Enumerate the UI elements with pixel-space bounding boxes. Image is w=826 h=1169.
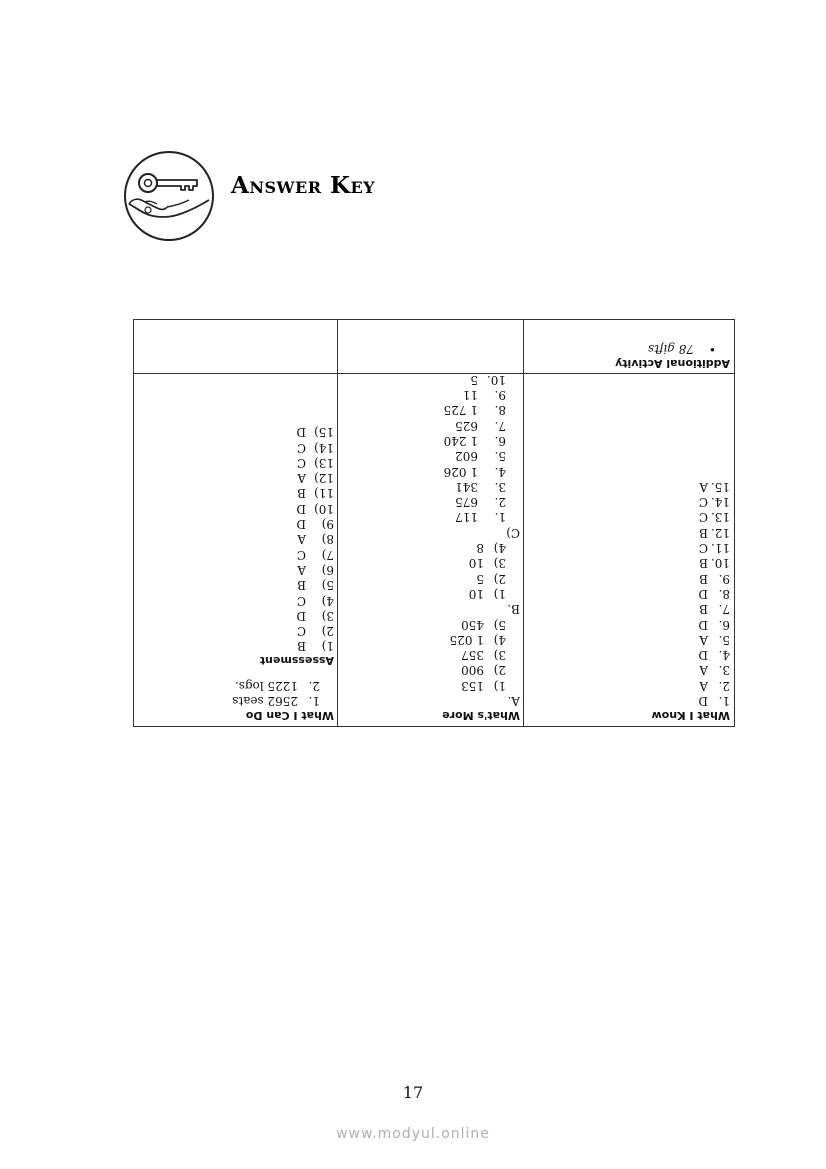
list-item: 4.1 026 [443,464,506,479]
list-item: 1.2562 seats [232,694,320,708]
list-item: 13)C [296,455,334,470]
list-item: 12.B [699,525,730,540]
list-item: 1)153 [461,678,506,693]
list-item: 5.602 [455,449,506,464]
website-watermark: www.modyul.online [336,1126,490,1142]
list-item: 2)C [296,624,334,639]
list-item: 9)D [296,517,334,532]
list-item: 4)8 [476,541,506,556]
list-item: 1.117 [455,510,506,525]
column-divider [523,320,524,726]
list-item: 6)A [297,562,334,577]
list-item: 1.D [698,694,730,708]
list-item: 15.A [699,479,730,494]
page-number: 17 [402,1083,424,1102]
list-item: 10)D [296,501,334,516]
list-item: 8.D [698,586,730,601]
list-item: 3.341 [455,479,506,494]
what-i-can-do-section [138,424,334,723]
additional-activity-heading: Additional Activity [615,357,730,370]
list-item: 4)1 025 [449,632,506,647]
list-item: 3.A [699,663,730,678]
list-item: 5.A [699,632,730,647]
list-item: 3)10 [468,556,506,571]
rotated-table-content [134,320,734,726]
list-item: 5)450 [461,617,506,632]
list-item: 8)A [297,532,334,547]
list-item: 14.C [698,495,730,510]
list-item: 11)B [297,486,334,501]
list-item: 11.C [698,541,730,556]
whats-more-section [342,371,520,723]
list-item: 4)C [296,593,334,608]
list-item: 9.11 [462,388,506,403]
additional-activity-section [530,341,730,371]
list-item: 10.B [699,556,730,571]
part-label: B. [507,602,520,617]
list-item: 2)5 [476,571,506,586]
list-item: 2.675 [455,495,506,510]
list-item: 8.1 725 [443,403,506,418]
answer-key-icon [123,150,215,242]
list-item: 9.B [699,571,730,586]
list-item: 3)357 [461,648,506,663]
list-item: 2.1225 logs. [234,678,320,693]
list-item: 4.D [698,648,730,663]
list-item: 3)D [296,608,334,623]
list-item: 13.C [698,510,730,525]
what-i-know-heading: What I Know [651,709,730,722]
list-item: 7)C [296,547,334,562]
whats-more-heading: What's More [442,709,520,722]
list-item: 1)10 [468,586,506,601]
list-item: 6.1 240 [443,433,506,448]
answer-key-table [133,319,735,727]
list-item: 5)B [297,578,334,593]
list-item: 1)B [297,639,334,654]
what-i-know-section [530,479,730,723]
list-item: 2.A [699,678,730,693]
part-label: C) [506,525,520,540]
list-item: 6.D [698,617,730,632]
page-title: Answer Key [231,172,376,199]
part-label: A. [507,694,520,708]
list-item: 7.625 [455,418,506,433]
list-item: 7.B [699,602,730,617]
list-item: 12)A [297,471,334,486]
assessment-heading: Assessment [259,654,334,668]
list-item: 2)900 [461,663,506,678]
list-item: •78 gifts [647,342,716,356]
list-item: 10.5 [470,372,506,387]
list-item: 15)D [296,425,334,440]
column-divider [337,320,338,726]
what-i-can-do-heading: What I Can Do [245,709,334,722]
list-item: 14)C [296,440,334,455]
bullet-icon: • [708,342,716,356]
